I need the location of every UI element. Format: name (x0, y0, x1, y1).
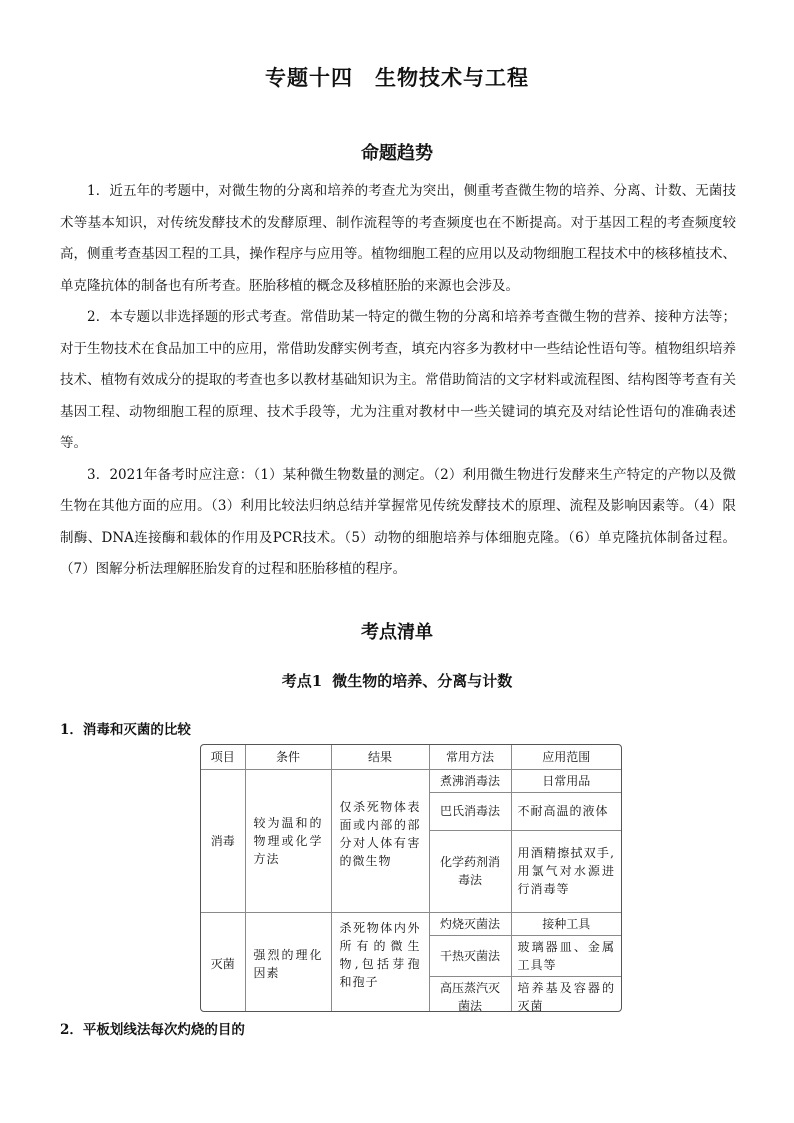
table-row (201, 912, 621, 935)
page-title (0, 62, 794, 92)
comparison-table (200, 744, 622, 1012)
method-cell: 灼烧灭菌法 (429, 912, 511, 935)
item2-heading: 2．平板划线法每次灼烧的目的 (60, 1022, 245, 1038)
table-row (201, 769, 621, 792)
section-heading-trend: 命题趋势 (361, 143, 433, 164)
header-cell: 结果 (331, 745, 429, 769)
scope-cell: 培养基及容器的灭菌 (511, 976, 621, 1012)
point-title: 微生物的培养、分离与计数 (332, 672, 513, 690)
item-cell: 灭菌 (201, 912, 245, 1012)
trend-paragraph-3: 3．2021年备考时应注意：（1）某种微生物数量的测定。（2）利用微生物进行发酵来生产特定的产物以及微生物在其他方面的应用。（3）利用比较法归纳总结并掌握常见传统发酵技术的原理、流程及影响因素等。（4）限制酶、DNA连接酶和载体的作用及PCR技术。（5）动物的细胞培养与体细胞克隆。（6）单克隆抗体制备过程。（7）图解分析法理解胚胎发育的过程和胚胎移植的程序。 (60, 466, 736, 577)
scope-cell: 接种工具 (511, 912, 621, 935)
method-cell: 干热灭菌法 (429, 935, 511, 976)
scope-cell: 日常用品 (511, 769, 621, 792)
point-label: 考点1 (281, 672, 323, 690)
header-cell: 条件 (245, 745, 331, 769)
header-cell: 项目 (201, 745, 245, 769)
section-heading-checklist: 考点清单 (361, 622, 433, 643)
trend-paragraph-2: 2．本专题以非选择题的形式考查。常借助某一特定的微生物的分离和培养考查微生物的营养、接种方法等；对于生物技术在食品加工中的应用，常借助发酵实例考查，填充内容多为教材中一些结论性语句等。植物组织培养技术、植物有效成分的提取的考查也多以教材基础知识为主。常借助简洁的文字材料或流程图、结构图等考查有关基因工程、动物细胞工程的原理、技术手段等，尤为注重对教材中一些关键词的填充及对结论性语句的准确表述等。 (60, 309, 736, 451)
method-cell: 煮沸消毒法 (429, 769, 511, 792)
scope-cell: 用酒精擦拭双手,用氯气对水源进行消毒等 (511, 830, 621, 912)
condition-cell: 强烈的理化因素 (245, 912, 331, 1012)
title-part1: 专题十四 (265, 65, 353, 90)
trend-body (60, 176, 736, 586)
result-cell: 杀死物体内外所有的微生物,包括芽孢和孢子 (331, 912, 429, 1012)
item1-heading: 1．消毒和灭菌的比较 (60, 722, 191, 738)
result-cell: 仅杀死物体表面或内部的部分对人体有害的微生物 (331, 769, 429, 912)
method-cell: 化学药剂消毒法 (429, 830, 511, 912)
header-cell: 应用范围 (511, 745, 621, 769)
method-cell: 巴氏消毒法 (429, 792, 511, 830)
table-header-row (201, 745, 621, 769)
method-cell: 高压蒸汽灭菌法 (429, 976, 511, 1012)
condition-cell: 较为温和的物理或化学方法 (245, 769, 331, 912)
point-heading (0, 670, 794, 691)
title-part2: 生物技术与工程 (375, 65, 529, 90)
trend-paragraph-1: 1．近五年的考题中，对微生物的分离和培养的考查尤为突出，侧重考查微生物的培养、分离、计数、无菌技术等基本知识，对传统发酵技术的发酵原理、制作流程等的考查频度也在不断提高。对于基因工程的考查频度较高，侧重考查基因工程的工具，操作程序与应用等。植物细胞工程的应用以及动物细胞工程技术中的核移植技术、单克隆抗体的制备也有所考查。胚胎移植的概念及移植胚胎的来源也会涉及。 (60, 183, 736, 294)
header-cell: 常用方法 (429, 745, 511, 769)
item-cell: 消毒 (201, 769, 245, 912)
scope-cell: 不耐高温的液体 (511, 792, 621, 830)
scope-cell: 玻璃器皿、金属工具等 (511, 935, 621, 976)
